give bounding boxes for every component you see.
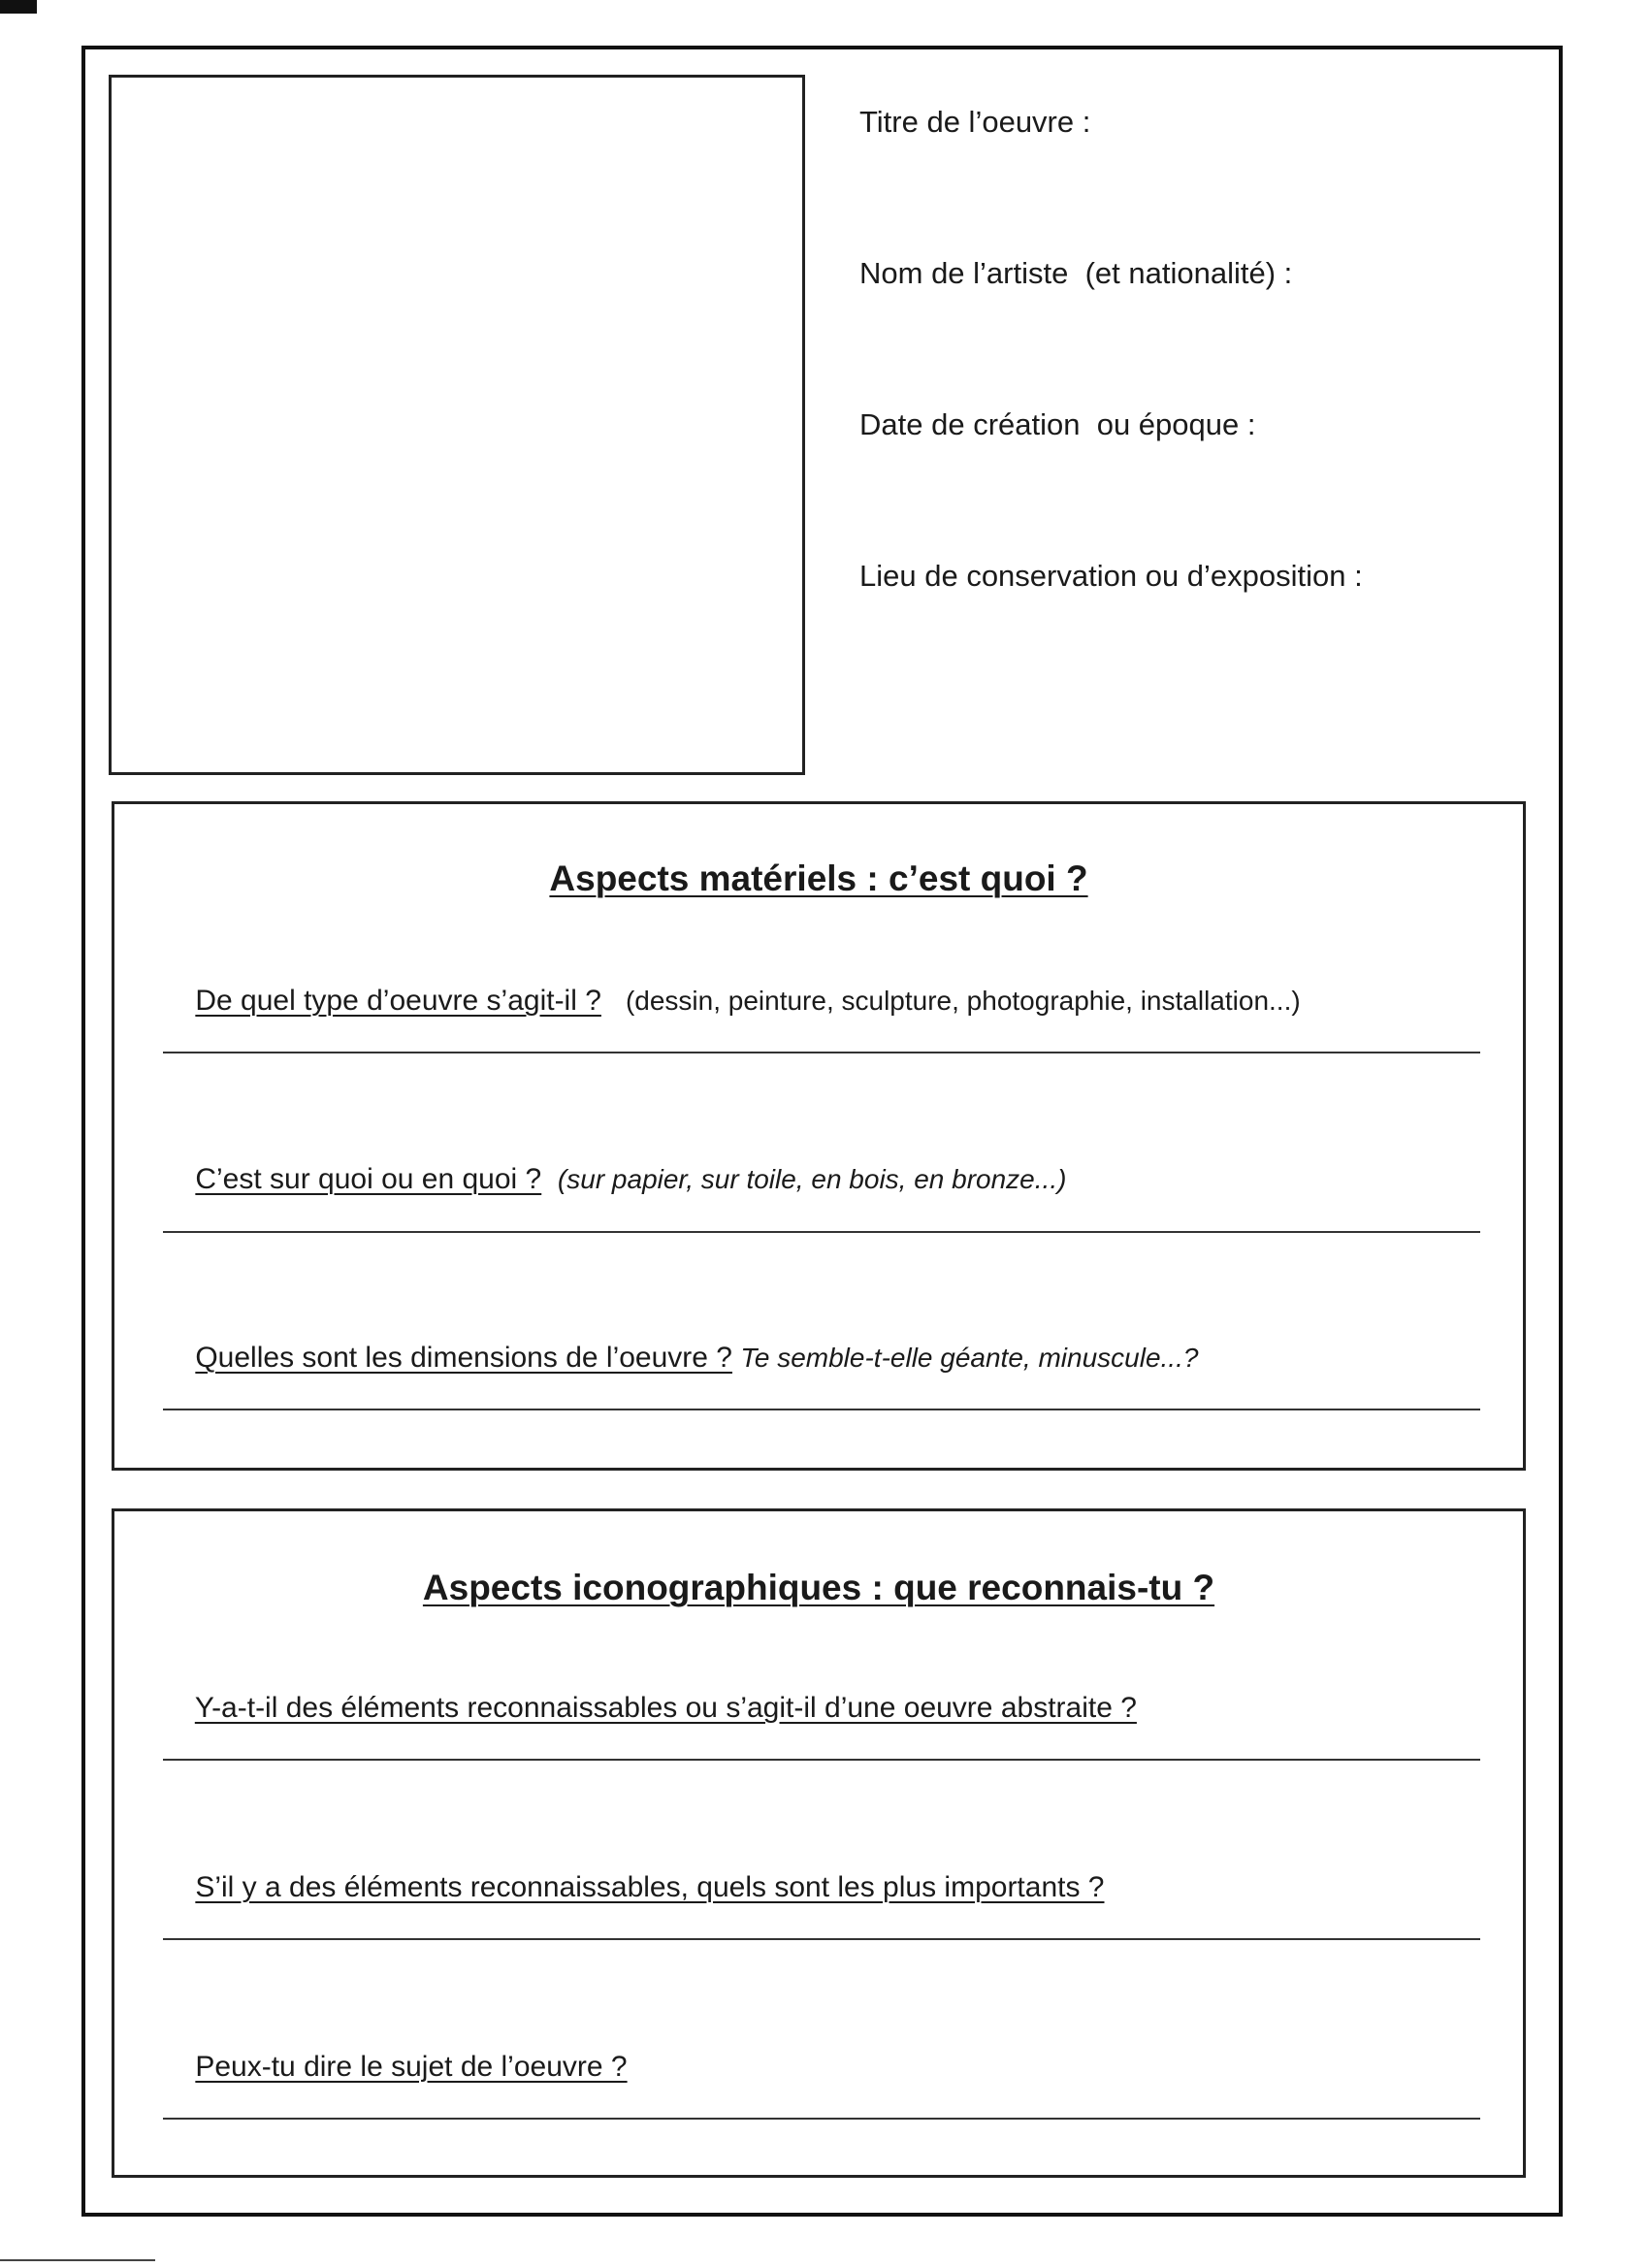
artwork-image-box[interactable]: [109, 75, 805, 775]
question-material: [163, 1130, 1066, 1229]
answer-line-dimensions[interactable]: [163, 1409, 1480, 1410]
answer-line-artwork-type[interactable]: [163, 1052, 1480, 1053]
question-artwork-type: [163, 952, 1301, 1051]
question-hint: (sur papier, sur toile, en bois, en bronze...): [557, 1164, 1067, 1194]
creation-date-label: Date de création ou époque :: [859, 407, 1256, 441]
artwork-title-label: Titre de l’oeuvre :: [859, 105, 1091, 139]
question-important-elements: [163, 1838, 1105, 1937]
question-hint: (dessin, peinture, sculpture, photographie, installation...): [625, 986, 1301, 1016]
question-text: Quelles sont les dimensions de l’oeuvre ?: [195, 1342, 732, 1374]
answer-line-important-elements[interactable]: [163, 1938, 1480, 1940]
question-text: De quel type d’oeuvre s’agit-il ?: [195, 985, 601, 1017]
answer-line-subject[interactable]: [163, 2118, 1480, 2120]
question-text: Y-a-t-il des éléments reconnaissables ou s’agit-il d’une oeuvre abstraite ?: [194, 1692, 1137, 1724]
question-recognizable-elements: [163, 1659, 1137, 1758]
question-dimensions: [163, 1309, 1198, 1408]
answer-line-material[interactable]: [163, 1231, 1480, 1233]
iconographic-aspects-section: [112, 1508, 1526, 2178]
question-text: Peux-tu dire le sujet de l’oeuvre ?: [195, 2051, 628, 2083]
iconographic-section-title: Aspects iconographiques : que reconnais-tu ?: [422, 1568, 1215, 1607]
artist-name-label: Nom de l’artiste (et nationalité) :: [859, 256, 1293, 290]
answer-line-recognizable-elements[interactable]: [163, 1759, 1480, 1761]
question-hint: Te semble-t-elle géante, minuscule...?: [740, 1343, 1199, 1373]
scan-edge-line: [0, 2259, 155, 2261]
question-text: C’est sur quoi ou en quoi ?: [195, 1163, 542, 1195]
location-label: Lieu de conservation ou d’exposition :: [859, 559, 1363, 593]
material-aspects-section: [112, 801, 1526, 1471]
scan-corner-mark: [0, 0, 37, 14]
question-text: S’il y a des éléments reconnaissables, quels sont les plus importants ?: [195, 1871, 1105, 1903]
material-section-title: Aspects matériels : c’est quoi ?: [549, 859, 1088, 898]
question-subject: [163, 2018, 628, 2117]
